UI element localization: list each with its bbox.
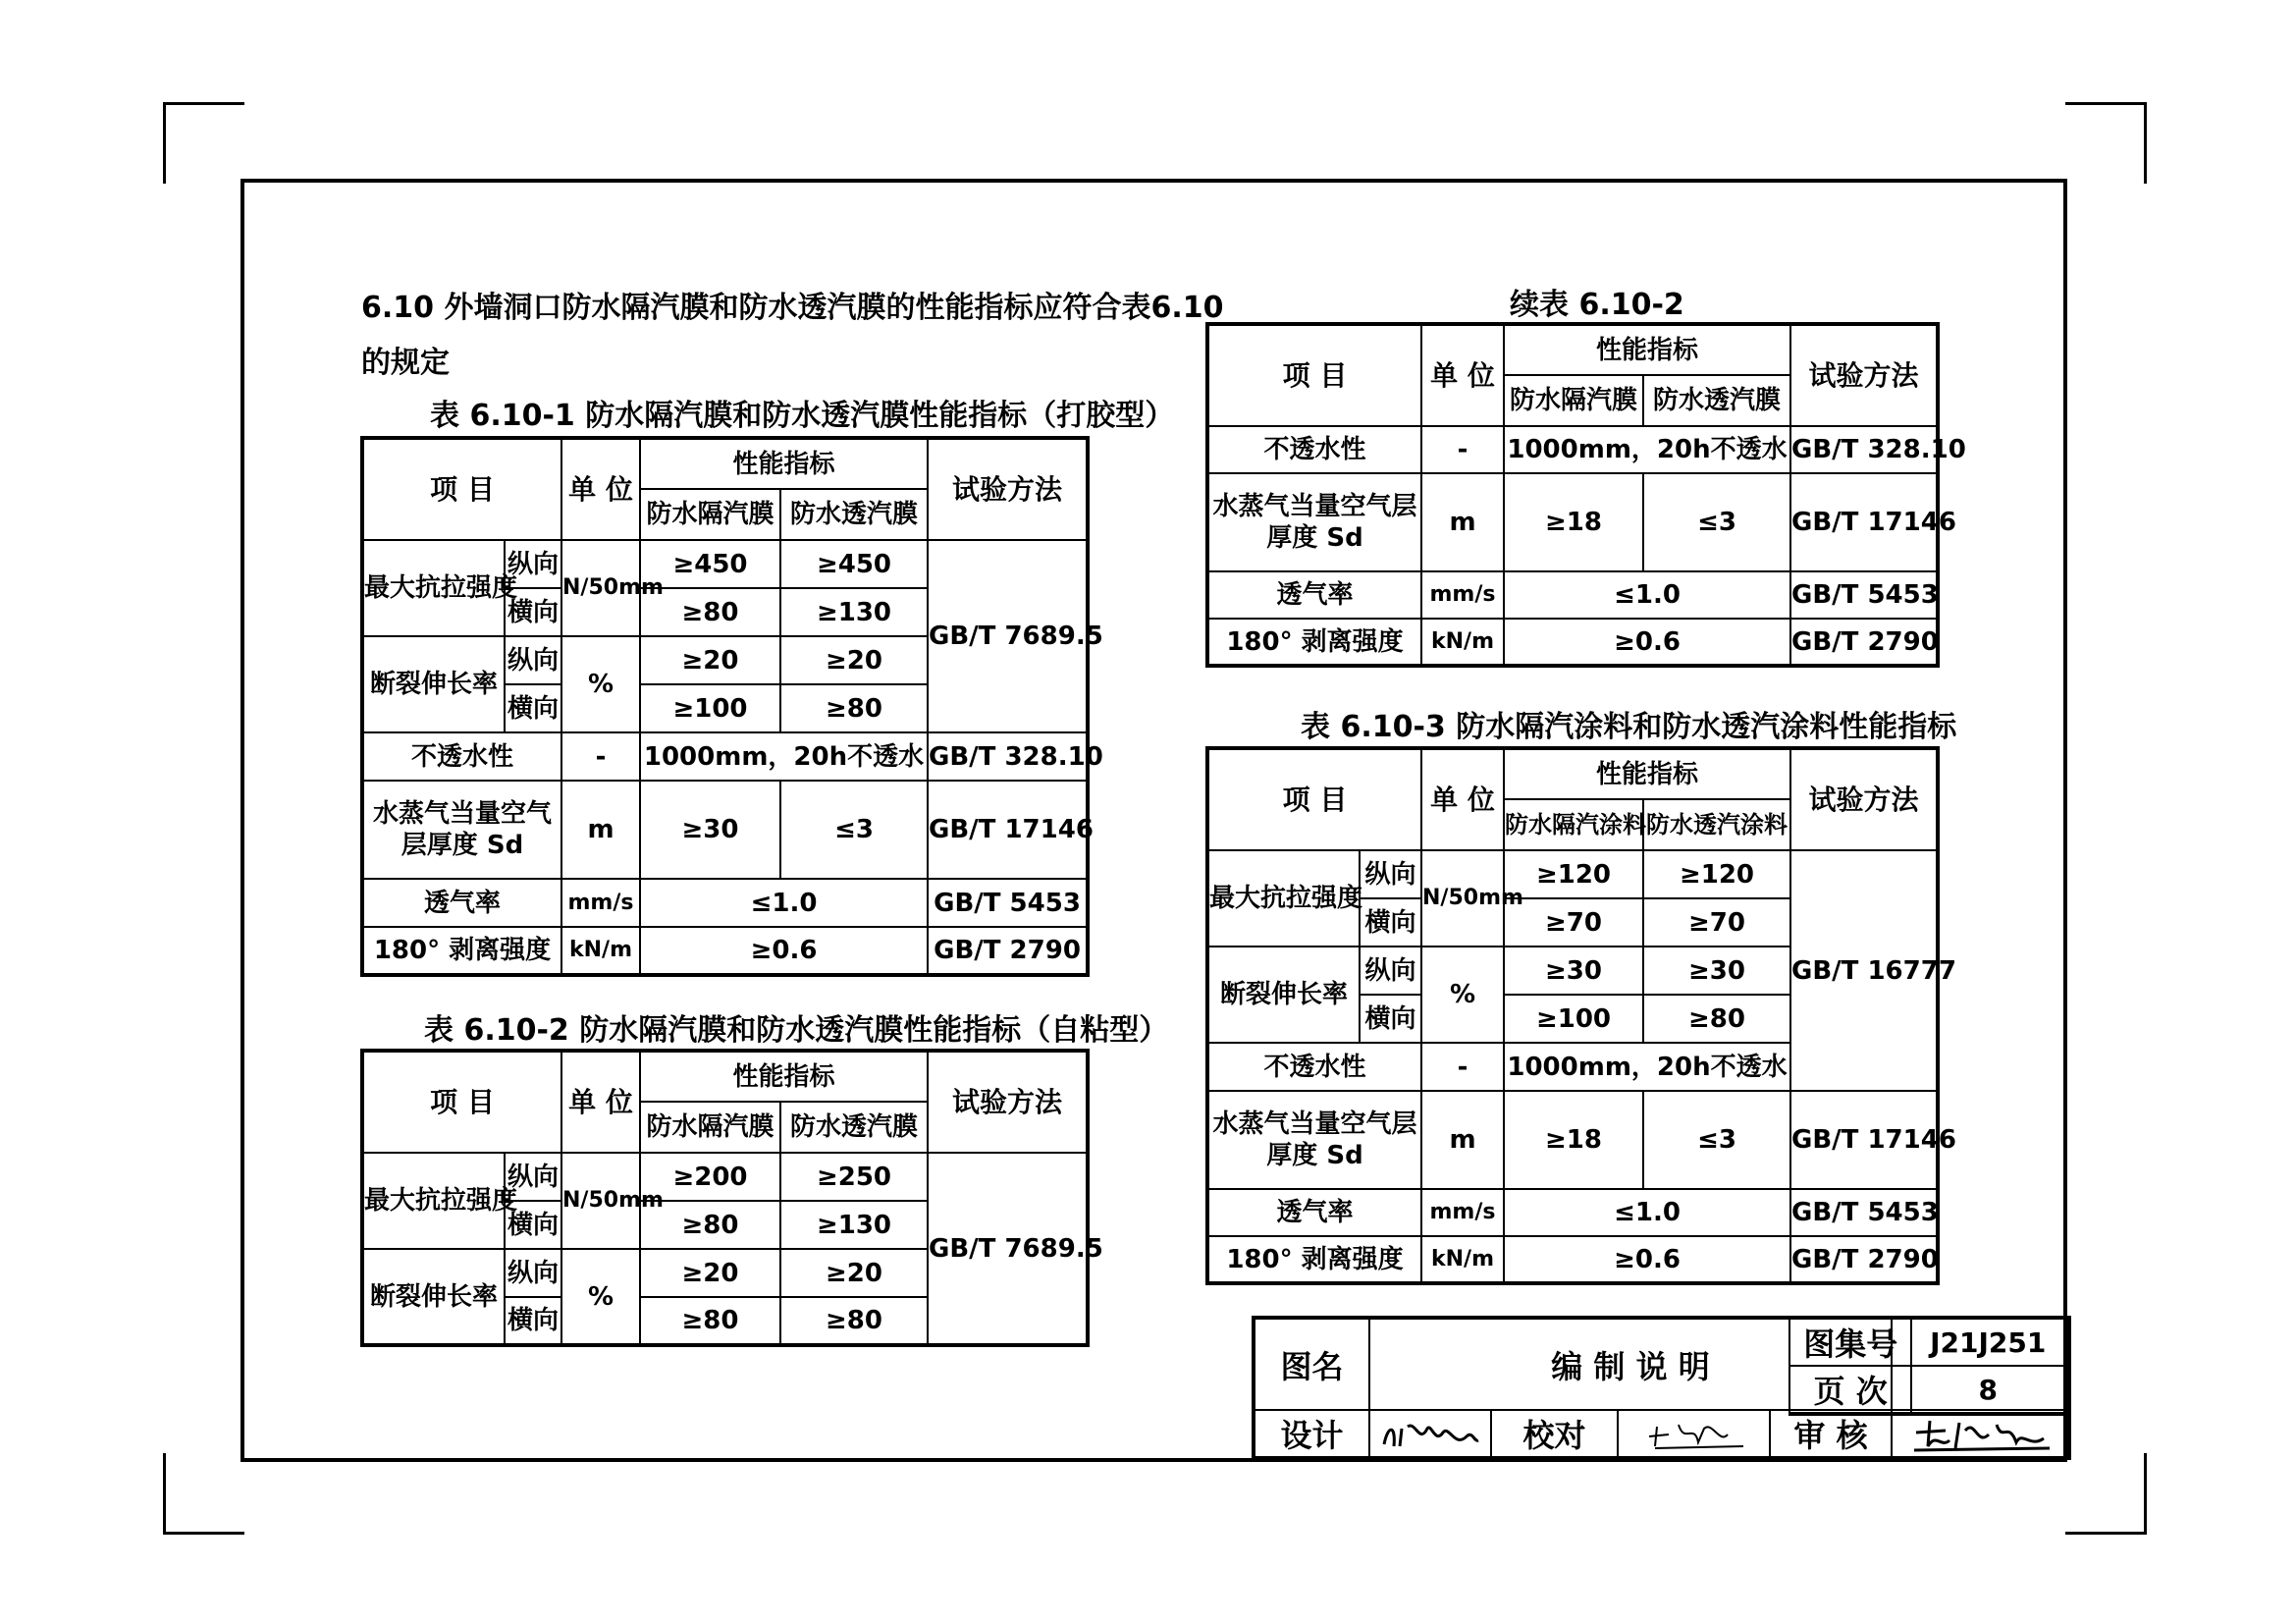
value-cell: ≥18 [1504, 1091, 1643, 1189]
unit-cell: % [1421, 947, 1504, 1043]
value-cell: ≤3 [780, 781, 928, 879]
method-cell: GB/T 5453 [928, 879, 1088, 927]
corner-mark-top-left [163, 102, 244, 184]
row-label: 断裂伸长率 [1207, 947, 1360, 1043]
header-col-b: 防水透汽膜 [1643, 375, 1790, 426]
method-cell: GB/T 5453 [1790, 571, 1938, 619]
header-unit: 单 位 [1421, 324, 1504, 426]
method-cell: GB/T 7689.5 [928, 540, 1088, 732]
row-label: 不透水性 [1207, 426, 1421, 473]
direction-label: 纵向 [505, 540, 561, 588]
drawing-name-label: 图名 [1254, 1318, 1369, 1410]
row-label: 180° 剥离强度 [1207, 619, 1421, 666]
header-item: 项 目 [1207, 748, 1421, 850]
page-number: 8 [1911, 1366, 2065, 1414]
header-method: 试验方法 [1790, 324, 1938, 426]
header-unit: 单 位 [561, 438, 640, 540]
header-method: 试验方法 [928, 438, 1088, 540]
row-label: 断裂伸长率 [362, 636, 505, 732]
value-cell: ≤3 [1643, 473, 1790, 571]
unit-cell: % [561, 1249, 640, 1345]
value-cell: ≥80 [1643, 995, 1790, 1043]
row-label: 不透水性 [1207, 1043, 1421, 1091]
method-cell: GB/T 328.10 [1790, 426, 1938, 473]
value-cell: ≤1.0 [1504, 571, 1790, 619]
header-item: 项 目 [362, 1051, 561, 1153]
header-col-b: 防水透汽膜 [780, 1102, 928, 1153]
table-3-caption: 表 6.10-3 防水隔汽涂料和防水透汽涂料性能指标 [1301, 710, 1957, 744]
unit-cell: kN/m [1421, 1236, 1504, 1283]
value-cell: ≤1.0 [1504, 1189, 1790, 1236]
header-performance: 性能指标 [1504, 748, 1790, 799]
value-cell: ≥100 [1504, 995, 1643, 1043]
value-cell: ≥0.6 [640, 927, 928, 975]
method-cell: GB/T 7689.5 [928, 1153, 1088, 1345]
value-cell: ≤3 [1643, 1091, 1790, 1189]
direction-label: 纵向 [1360, 947, 1421, 995]
value-cell: ≥20 [780, 1249, 928, 1297]
header-col-b: 防水透汽涂料 [1643, 799, 1790, 850]
value-cell: 1000mm，20h不透水 [1504, 1043, 1790, 1091]
atlas-number-label: 图集号 [1789, 1318, 1911, 1366]
method-cell: GB/T 5453 [1790, 1189, 1938, 1236]
table-1-caption: 表 6.10-1 防水隔汽膜和防水透汽膜性能指标（打胶型） [430, 399, 1175, 433]
direction-label: 纵向 [505, 636, 561, 684]
direction-label: 横向 [505, 588, 561, 636]
row-label: 不透水性 [362, 732, 561, 781]
header-unit: 单 位 [561, 1051, 640, 1153]
header-item: 项 目 [1207, 324, 1421, 426]
value-cell: ≥450 [640, 540, 780, 588]
value-cell: ≥30 [1504, 947, 1643, 995]
unit-cell: kN/m [561, 927, 640, 975]
value-cell: 1000mm，20h不透水 [1504, 426, 1790, 473]
method-cell: GB/T 16777 [1790, 850, 1938, 1091]
direction-label: 横向 [505, 1297, 561, 1345]
reviewer-signature-mark [1906, 1413, 2054, 1454]
value-cell: ≥30 [1643, 947, 1790, 995]
reviewer-signature [1892, 1410, 2069, 1458]
method-cell: GB/T 17146 [1790, 1091, 1938, 1189]
table-6-10-1 [360, 436, 1103, 977]
designer-signature-mark [1376, 1415, 1484, 1454]
value-cell: ≥250 [780, 1153, 928, 1201]
value-cell: ≥0.6 [1504, 619, 1790, 666]
atlas-number: J21J251 [1911, 1318, 2065, 1366]
unit-cell: N/50mm [561, 1153, 640, 1249]
reviewer-label: 审 核 [1770, 1410, 1892, 1458]
value-cell: ≥70 [1643, 898, 1790, 947]
value-cell: ≥80 [780, 684, 928, 732]
row-label: 最大抗拉强度 [362, 1153, 505, 1249]
unit-cell: N/50mm [561, 540, 640, 636]
row-label: 透气率 [1207, 1189, 1421, 1236]
table-2-caption: 表 6.10-2 防水隔汽膜和防水透汽膜性能指标（自粘型） [424, 1013, 1169, 1048]
value-cell: ≥80 [780, 1297, 928, 1345]
unit-cell: m [1421, 473, 1504, 571]
value-cell: ≥0.6 [1504, 1236, 1790, 1283]
page-label: 页 次 [1789, 1366, 1911, 1414]
header-method: 试验方法 [1790, 748, 1938, 850]
row-label: 180° 剥离强度 [362, 927, 561, 975]
header-performance: 性能指标 [1504, 324, 1790, 375]
row-label: 180° 剥离强度 [1207, 1236, 1421, 1283]
value-cell: ≥80 [640, 1297, 780, 1345]
checker-signature [1618, 1410, 1770, 1458]
designer-label: 设计 [1254, 1410, 1369, 1458]
value-cell: ≥30 [640, 781, 780, 879]
unit-cell: m [561, 781, 640, 879]
table-6-10-2 [360, 1049, 1103, 1347]
value-cell: 1000mm，20h不透水 [640, 732, 928, 781]
table-6-10-2-continued [1205, 322, 1966, 668]
checker-label: 校对 [1491, 1410, 1618, 1458]
method-cell: GB/T 2790 [1790, 619, 1938, 666]
intro-line-2: 的规定 [361, 346, 450, 380]
corner-mark-top-right [2065, 102, 2147, 184]
value-cell: ≥80 [640, 1201, 780, 1249]
row-label: 水蒸气当量空气层厚度 Sd [1207, 1091, 1421, 1189]
method-cell: GB/T 328.10 [928, 732, 1088, 781]
unit-cell: m [1421, 1091, 1504, 1189]
designer-signature [1369, 1410, 1491, 1458]
row-label: 最大抗拉强度 [1207, 850, 1360, 947]
unit-cell: - [1421, 1043, 1504, 1091]
value-cell: ≥100 [640, 684, 780, 732]
header-col-b: 防水透汽膜 [780, 489, 928, 540]
unit-cell: mm/s [1421, 571, 1504, 619]
header-performance: 性能指标 [640, 438, 928, 489]
table-6-10-3 [1205, 746, 1956, 1285]
direction-label: 横向 [505, 684, 561, 732]
value-cell: ≥130 [780, 1201, 928, 1249]
unit-cell: - [561, 732, 640, 781]
drawing-name: 编 制 说 明 [1369, 1318, 1892, 1410]
value-cell: ≥120 [1504, 850, 1643, 898]
intro-line-1: 6.10 外墙洞口防水隔汽膜和防水透汽膜的性能指标应符合表6.10 [361, 291, 1224, 325]
unit-cell: kN/m [1421, 619, 1504, 666]
method-cell: GB/T 2790 [1790, 1236, 1938, 1283]
value-cell: ≥80 [640, 588, 780, 636]
row-label: 透气率 [1207, 571, 1421, 619]
direction-label: 横向 [505, 1201, 561, 1249]
row-label: 透气率 [362, 879, 561, 927]
value-cell: ≥20 [640, 1249, 780, 1297]
direction-label: 横向 [1360, 995, 1421, 1043]
method-cell: GB/T 17146 [928, 781, 1088, 879]
header-col-a: 防水隔汽涂料 [1504, 799, 1643, 850]
value-cell: ≥200 [640, 1153, 780, 1201]
direction-label: 横向 [1360, 898, 1421, 947]
value-cell: ≥20 [780, 636, 928, 684]
header-col-a: 防水隔汽膜 [640, 1102, 780, 1153]
value-cell: ≥18 [1504, 473, 1643, 571]
method-cell: GB/T 2790 [928, 927, 1088, 975]
checker-signature-mark [1635, 1415, 1753, 1454]
unit-cell: mm/s [1421, 1189, 1504, 1236]
value-cell: ≥70 [1504, 898, 1643, 947]
method-cell: GB/T 17146 [1790, 473, 1938, 571]
header-col-a: 防水隔汽膜 [1504, 375, 1643, 426]
unit-cell: N/50mm [1421, 850, 1504, 947]
unit-cell: % [561, 636, 640, 732]
header-method: 试验方法 [928, 1051, 1088, 1153]
corner-mark-bottom-right [2065, 1453, 2147, 1535]
direction-label: 纵向 [1360, 850, 1421, 898]
header-item: 项 目 [362, 438, 561, 540]
direction-label: 纵向 [505, 1249, 561, 1297]
header-unit: 单 位 [1421, 748, 1504, 850]
row-label: 水蒸气当量空气层厚度 Sd [362, 781, 561, 879]
unit-cell: - [1421, 426, 1504, 473]
unit-cell: mm/s [561, 879, 640, 927]
value-cell: ≥130 [780, 588, 928, 636]
direction-label: 纵向 [505, 1153, 561, 1201]
atlas-page-block [1789, 1316, 2067, 1416]
header-performance: 性能指标 [640, 1051, 928, 1102]
value-cell: ≥450 [780, 540, 928, 588]
header-col-a: 防水隔汽膜 [640, 489, 780, 540]
table-2-cont-caption: 续表 6.10-2 [1510, 288, 1684, 322]
row-label: 水蒸气当量空气层厚度 Sd [1207, 473, 1421, 571]
value-cell: ≥20 [640, 636, 780, 684]
corner-mark-bottom-left [163, 1453, 244, 1535]
value-cell: ≤1.0 [640, 879, 928, 927]
row-label: 断裂伸长率 [362, 1249, 505, 1345]
value-cell: ≥120 [1643, 850, 1790, 898]
row-label: 最大抗拉强度 [362, 540, 505, 636]
